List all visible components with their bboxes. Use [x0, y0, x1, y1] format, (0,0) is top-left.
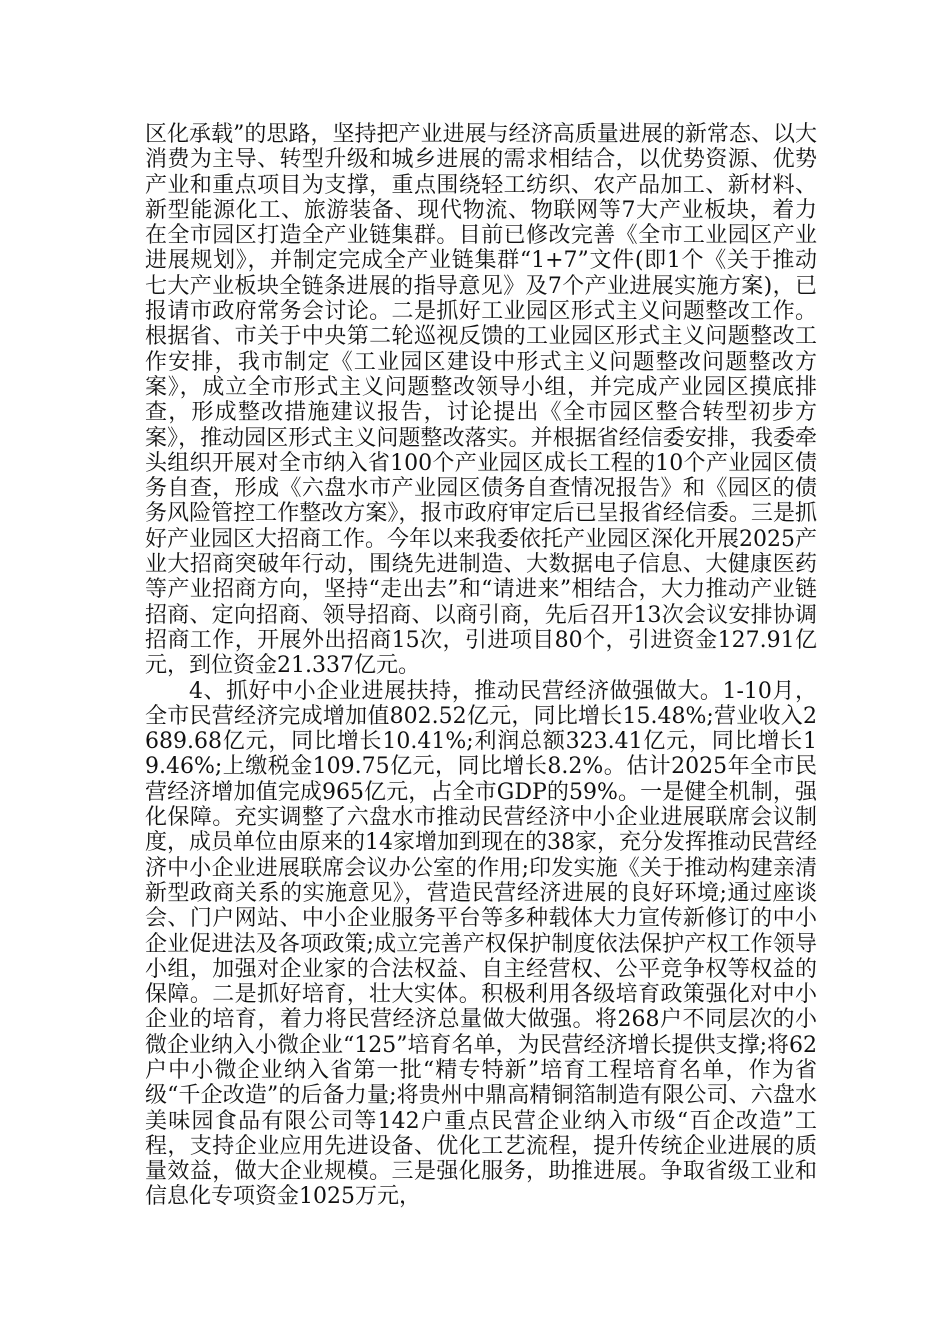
- paragraph-1: 区化承载”的思路，坚持把产业进展与经济高质量进展的新常态、以大消费为主导、转型升级和城乡进展的需求相结合，以优势资源、优势产业和重点项目为支撑，重点围绕轻工纺织、农产品加工、新材料、新型能源化工、旅游装备、现代物流、物联网等7大产业板块，着力在全市园区打造全产业链集群。目前已修改完善《全市工业园区产业进展规划》，并制定完成全产业链集群“1+7”文件(即1个《关于推动七大产业板块全链条进展的指导意见》及7个产业进展实施方案)，已报请市政府常务会讨论。二是抓好工业园区形式主义问题整改工作。根据省、市关于中央第二轮巡视反馈的工业园区形式主义问题整改工作安排，我市制定《工业园区建设中形式主义问题整改问题整改方案》，成立全市形式主义问题整改领导小组，并完成产业园区摸底排查，形成整改措施建议报告，讨论提出《全市园区整合转型初步方案》，推动园区形式主义问题整改落实。并根据省经信委安排，我委牵头组织开展对全市纳入省100个产业园区成长工程的10个产业园区债务自查，形成《六盘水市产业园区债务自查情况报告》和《园区的债务风险管控工作整改方案》，报市政府审定后已呈报省经信委。三是抓好产业园区大招商工作。今年以来我委依托产业园区深化开展2025产业大招商突破年行动，围绕先进制造、大数据电子信息、大健康医药等产业招商方向，坚持“走出去”和“请进来”相结合，大力推动产业链招商、定向招商、领导招商、以商引商，先后召开13次会议安排协调招商工作，开展外出招商15次，引进项目80个，引进资金127.91亿元，到位资金21.337亿元。: [145, 122, 817, 679]
- paragraph-2: 4、抓好中小企业进展扶持，推动民营经济做强做大。1-10月，全市民营经济完成增加值802.52亿元，同比增长15.48%;营业收入2689.68亿元，同比增长10.41%;利润总额323.41亿元，同比增长19.46%;上缴税金109.75亿元，同比增长8.2%。估计2025年全市民营经济增加值完成965亿元，占全市GDP的59%。一是健全机制，强化保障。充实调整了六盘水市推动民营经济中小企业进展联席会议制度，成员单位由原来的14家增加到现在的38家，充分发挥推动民营经济中小企业进展联席会议办公室的作用;印发实施《关于推动构建亲清新型政商关系的实施意见》，营造民营经济进展的良好环境;通过座谈会、门户网站、中小企业服务平台等多种载体大力宣传新修订的中小企业促进法及各项政策;成立完善产权保护制度依法保护产权工作领导小组，加强对企业家的合法权益、自主经营权、公平竞争权等权益的保障。二是抓好培育，壮大实体。积极利用各级培育政策强化对中小企业的培育，着力将民营经济总量做大做强。将268户不同层次的小微企业纳入小微企业“125”培育名单，为民营经济增长提供支撑;将62户中小微企业纳入省第一批“精专特新”培育工程培育名单，作为省级“千企改造”的后备力量;将贵州中鼎高精铜箔制造有限公司、六盘水美味园食品有限公司等142户重点民营企业纳入市级“百企改造”工程，支持企业应用先进设备、优化工艺流程，提升传统企业进展的质量效益，做大企业规模。三是强化服务，助推进展。争取省级工业和信息化专项资金1025万元，: [145, 678, 817, 1210]
- document-page: [145, 122, 817, 1210]
